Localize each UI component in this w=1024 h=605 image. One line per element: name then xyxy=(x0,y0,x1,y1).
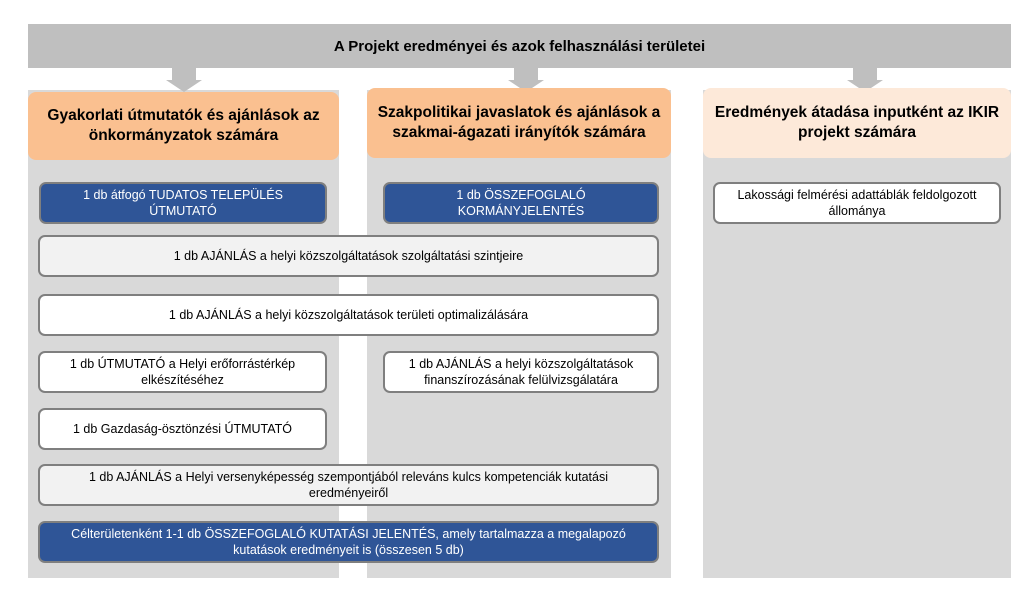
output-box: Lakossági felmérési adattáblák feldolgozott állománya xyxy=(713,182,1001,224)
column-3-background xyxy=(703,90,1011,578)
output-box: 1 db AJÁNLÁS a helyi közszolgáltatások finanszírozásának felülvizsgálatára xyxy=(383,351,659,393)
output-box: 1 db AJÁNLÁS a helyi közszolgáltatások szolgáltatási szintjeire xyxy=(38,235,659,277)
output-box: 1 db AJÁNLÁS a helyi közszolgáltatások területi optimalizálására xyxy=(38,294,659,336)
output-box: 1 db Gazdaság-ösztönzési ÚTMUTATÓ xyxy=(38,408,327,450)
arrow-down-icon xyxy=(166,68,202,92)
output-box: 1 db ÖSSZEFOGLALÓ KORMÁNYJELENTÉS xyxy=(383,182,659,224)
column-3-header: Eredmények átadása inputként az IKIR projekt számára xyxy=(703,88,1011,158)
column-1-header: Gyakorlati útmutatók és ajánlások az önkormányzatok számára xyxy=(28,92,339,160)
output-box: 1 db AJÁNLÁS a Helyi versenyképesség szempontjából releváns kulcs kompetenciák kutatási eredményeiről xyxy=(38,464,659,506)
column-2-header: Szakpolitikai javaslatok és ajánlások a szakmai-ágazati irányítók számára xyxy=(367,88,671,158)
output-box: 1 db ÚTMUTATÓ a Helyi erőforrástérkép elkészítéséhez xyxy=(38,351,327,393)
output-box: Célterületenként 1-1 db ÖSSZEFOGLALÓ KUTATÁSI JELENTÉS, amely tartalmazza a megalapozó kutatások eredményeit is (összesen 5 db) xyxy=(38,521,659,563)
output-box: 1 db átfogó TUDATOS TELEPÜLÉS ÚTMUTATÓ xyxy=(39,182,327,224)
page-title: A Projekt eredményei és azok felhasználási területei xyxy=(28,24,1011,68)
